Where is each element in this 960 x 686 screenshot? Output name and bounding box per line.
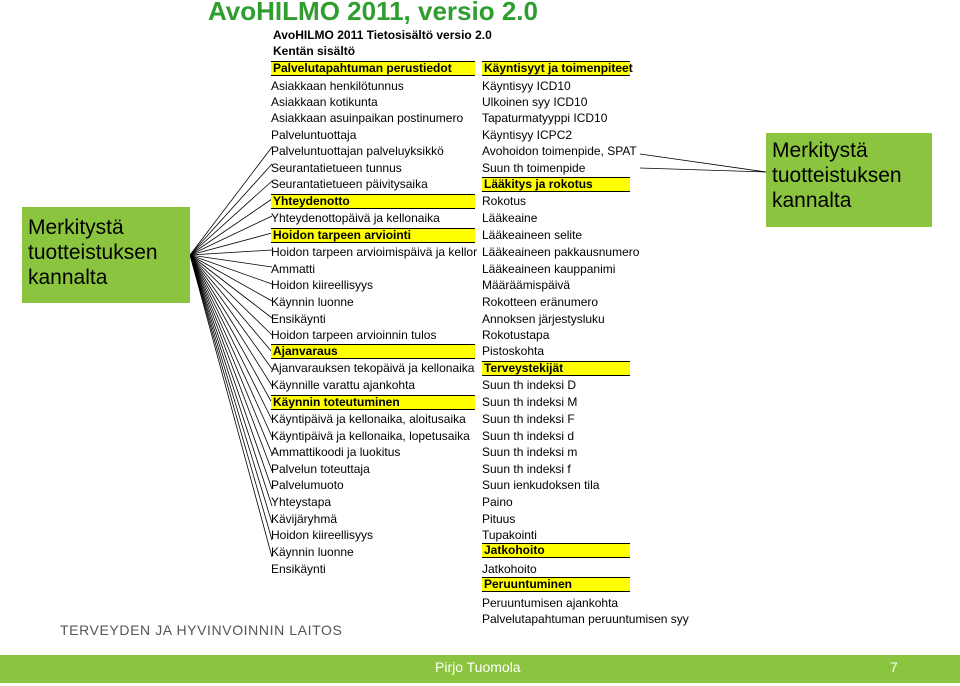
right-field-item: Suun th indeksi F <box>482 412 575 426</box>
left-field-item: Asiakkaan kotikunta <box>271 95 378 109</box>
right-field-item: Määräämispäivä <box>482 278 571 292</box>
right-field-item: Jatkohoito <box>482 562 537 576</box>
right-field-item: Annoksen järjestysluku <box>482 312 605 326</box>
left-field-header: Yhteydenotto <box>271 194 475 209</box>
right-field-item: Suun ienkudoksen tila <box>482 478 600 492</box>
right-field-item: Pistoskohta <box>482 344 545 358</box>
left-field-item: Kävijäryhmä <box>271 512 338 526</box>
left-field-item: Käyntipäivä ja kellonaika, aloitusaika <box>271 412 466 426</box>
connector-line-left-1 <box>190 164 272 255</box>
left-field-item: Yhteystapa <box>271 495 332 509</box>
right-field-item: Rokotustapa <box>482 328 550 342</box>
connector-line-left-24 <box>190 255 272 557</box>
right-field-item: Palvelutapahtuman peruuntumisen syy <box>482 612 689 626</box>
connector-line-left-18 <box>190 255 272 454</box>
footer-author: Pirjo Tuomola <box>435 659 521 675</box>
right-field-header: Lääkitys ja rokotus <box>482 177 630 192</box>
left-field-item: Käyntipäivä ja kellonaika, lopetusaika <box>271 429 470 443</box>
right-field-item: Tapaturmatyyppi ICD10 <box>482 111 608 125</box>
connector-line-left-6 <box>190 250 272 255</box>
right-field-header: Terveystekijät <box>482 361 630 376</box>
right-field-item: Käyntisyy ICD10 <box>482 79 571 93</box>
connector-line-left-17 <box>190 255 272 437</box>
connector-line-left-7 <box>190 255 272 267</box>
right-field-item: Suun th toimenpide <box>482 161 586 175</box>
left-field-item: Asiakkaan asuinpaikan postinumero <box>271 111 464 125</box>
left-field-item: Ensikäynti <box>271 312 326 326</box>
connector-line-right-0 <box>640 154 766 172</box>
left-label-box: Merkitystä tuotteistuksen kannalta <box>22 207 190 303</box>
connector-line-left-0 <box>190 147 272 255</box>
left-field-item: Palveluntuottaja <box>271 128 357 142</box>
left-field-item: Palvelumuoto <box>271 478 344 492</box>
left-field-header: Palvelutapahtuman perustiedot <box>271 61 475 76</box>
connector-line-left-20 <box>190 255 272 489</box>
left-field-header: Ajanvaraus <box>271 344 475 359</box>
right-field-item: Lääkeaineen selite <box>482 228 583 242</box>
left-field-item: Käynnin luonne <box>271 545 354 559</box>
connector-line-left-3 <box>190 199 272 255</box>
left-field-item: Ammattikoodi ja luokitus <box>271 445 401 459</box>
right-field-item: Suun th indeksi D <box>482 378 577 392</box>
right-field-item: Suun th indeksi m <box>482 445 578 459</box>
connector-line-right-1 <box>640 168 766 172</box>
left-field-item: Ammatti <box>271 262 316 276</box>
right-field-item: Avohoidon toimenpide, SPAT <box>482 144 637 158</box>
connector-line-left-23 <box>190 255 272 540</box>
right-field-item: Suun th indeksi f <box>482 462 571 476</box>
left-field-header: Hoidon tarpeen arviointi <box>271 228 475 243</box>
right-field-item: Lääkeaine <box>482 211 538 225</box>
connector-line-left-4 <box>190 216 272 255</box>
right-field-header: Peruuntuminen <box>482 577 630 592</box>
right-field-item: Käyntisyy ICPC2 <box>482 128 573 142</box>
table-subtitle: AvoHILMO 2011 Tietosisältö versio 2.0 <box>273 28 492 42</box>
right-field-header: Käyntisyyt ja toimenpiteet <box>484 61 633 75</box>
right-field-item: Pituus <box>482 512 516 526</box>
left-field-item: Ajanvarauksen tekopäivä ja kellonaika <box>271 361 475 375</box>
left-field-item: Asiakkaan henkilötunnus <box>271 79 404 93</box>
right-field-item: Tupakointi <box>482 528 537 542</box>
right-field-item: Rokotus <box>482 194 527 208</box>
left-field-item: Hoidon tarpeen arvioinnin tulos <box>271 328 437 342</box>
right-field-item: Lääkeaineen kauppanimi <box>482 262 616 276</box>
left-field-item: Palvelun toteuttaja <box>271 462 370 476</box>
slide-title: AvoHILMO 2011, versio 2.0 <box>208 0 538 26</box>
footer-bar <box>0 655 960 683</box>
connector-line-left-19 <box>190 255 272 471</box>
right-field-item: Suun th indeksi d <box>482 429 575 443</box>
right-field-item: Ulkoinen syy ICD10 <box>482 95 588 109</box>
right-label-box: Merkitystä tuotteistuksen kannalta <box>766 133 932 227</box>
connector-line-left-14 <box>190 255 272 386</box>
organization-logo: TERVEYDEN JA HYVINVOINNIN LAITOS <box>60 622 343 638</box>
left-field-item: Seurantatietueen tunnus <box>271 161 402 175</box>
left-field-item: Palveluntuottajan palveluyksikkö <box>271 144 444 158</box>
right-field-item: Lääkeaineen pakkausnumero <box>482 245 640 259</box>
left-field-item: Käynnille varattu ajankohta <box>271 378 416 392</box>
right-field-item: Paino <box>482 495 513 509</box>
page-number: 7 <box>890 659 898 675</box>
section-title: Kentän sisältö <box>273 44 356 58</box>
left-field-item: Hoidon tarpeen arvioimispäivä ja kellor <box>271 245 478 259</box>
left-field-item: Käynnin luonne <box>271 295 354 309</box>
left-field-item: Ensikäynti <box>271 562 326 576</box>
left-field-header: Käynnin toteutuminen <box>271 395 475 410</box>
left-field-item: Seurantatietueen päivitysaika <box>271 177 428 191</box>
connector-line-left-13 <box>190 255 272 369</box>
left-field-item: Yhteydenottopäivä ja kellonaika <box>271 211 440 225</box>
left-field-item: Hoidon kiireellisyys <box>271 528 374 542</box>
right-field-item: Suun th indeksi M <box>482 395 578 409</box>
left-field-item: Hoidon kiireellisyys <box>271 278 374 292</box>
right-field-item: Rokotteen eränumero <box>482 295 599 309</box>
right-field-item: Peruuntumisen ajankohta <box>482 596 619 610</box>
right-field-header: Jatkohoito <box>482 543 630 558</box>
